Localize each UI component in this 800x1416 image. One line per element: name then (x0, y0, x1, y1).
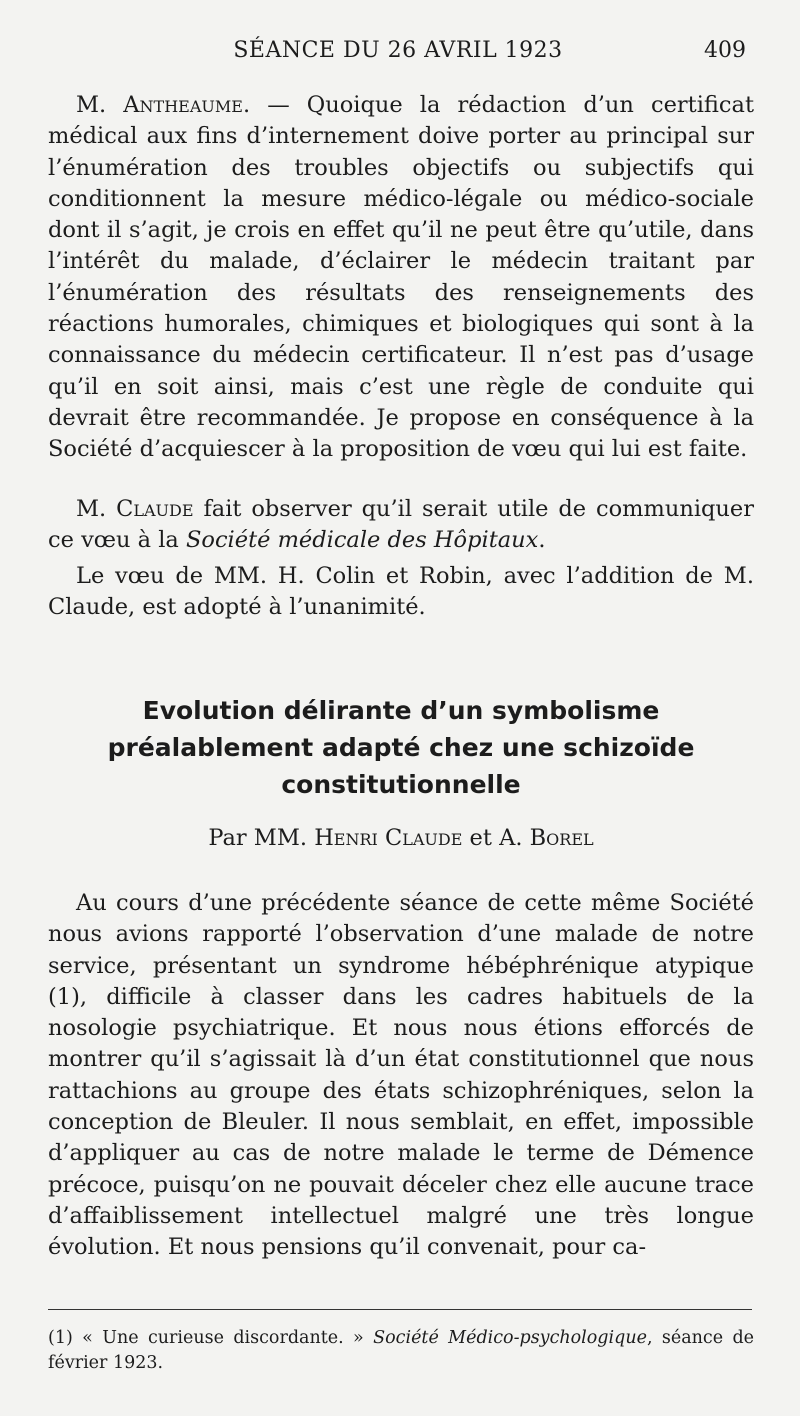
paragraph-claude: M. Claude fait observer qu’il serait utile de communiquer ce vœu à la Société médicale des Hôpitaux. (48, 496, 754, 554)
article-authors: Par MM. Henri Claude et A. Borel (208, 825, 594, 851)
article-body: Au cours d’une précédente séance de cette même Société nous avions rapporté l’observation d’une malade de notre service, présentant un syndrome hébéphrénique atypique (1), difficile à classer dans les cadres habituels de la nosologie psychiatrique. Et nous nous étions efforcés de montrer qu’il s’agissait là d’un état constitutionnel que nous rattachions au groupe des états schizophréniques, selon la conception de Bleuler. Il nous semblait, en effet, impossible d’appliquer au cas de notre malade le terme de Démence précoce, puisqu’on ne pouvait déceler chez elle aucune trace d’affaiblissement intellectuel malgré une très longue évolution. Et nous pensions qu’il convenait, pour ca- (48, 890, 754, 1261)
running-head (48, 38, 748, 68)
running-head-title: SÉANCE DU 26 AVRIL 1923 (233, 38, 563, 63)
footnote: (1) « Une curieuse discordante. » Société Médico-psychologique, séance de février 1923. (48, 1328, 755, 1373)
article-title: Evolution délirante d’un symbolisme préalablement adapté chez une schizoïde constitutionnelle (107, 696, 695, 799)
page-number: 409 (704, 38, 746, 63)
footnote-divider (48, 1309, 752, 1310)
speaker-name: M. Antheaume. (76, 92, 251, 118)
paragraph-antheaume: M. Antheaume. — Quoique la rédaction d’un certificat médical aux fins d’internement doive porter au principal sur l’énumération des troubles objectifs ou subjectifs qui conditionnent la mesure médico-légale ou médico-sociale dont il s’agit, je crois en effet qu’il ne peut être qu’utile, dans l’intérêt du malade, d’éclairer le médecin traitant par l’énumération des résultats des renseignements des réactions humorales, chimiques et biologiques qui sont à la connaissance du médecin certificateur. Il n’est pas d’usage qu’il en soit ainsi, mais c’est une règle de conduite qui devrait être recommandée. Je propose en conséquence à la Société d’acquiescer à la proposition de vœu qui lui est faite. (48, 92, 754, 463)
speaker-name: M. Claude (76, 496, 194, 522)
paragraph-resolution: Le vœu de MM. H. Colin et Robin, avec l’addition de M. Claude, est adopté à l’unanimité. (48, 563, 754, 621)
journal-name: Société médicale des Hôpitaux (186, 527, 539, 554)
